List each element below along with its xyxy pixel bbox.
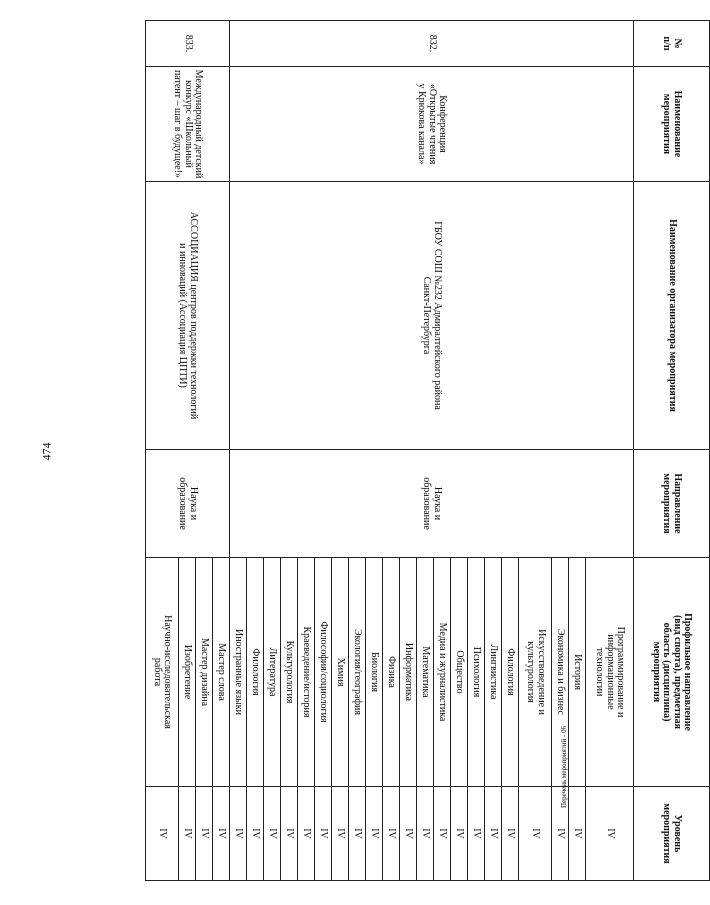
profile-direction: Химия	[331, 558, 348, 787]
profile-direction: Физика	[382, 558, 399, 787]
event-direction: Наука и образование	[146, 450, 230, 558]
event-level: IV	[551, 787, 568, 881]
profile-direction: Программирование и информационные технологии	[585, 558, 633, 787]
event-level: IV	[297, 787, 314, 881]
profile-direction: Экономика и бизнес	[551, 558, 568, 787]
page-number: 474	[39, 442, 54, 461]
events-table	[145, 20, 710, 881]
profile-direction: Литература	[263, 558, 280, 787]
event-level: IV	[468, 787, 485, 881]
profile-direction: Изобретение	[178, 558, 195, 787]
header-row	[634, 21, 710, 881]
event-name: Международный детский конкурс «Школьный патент – шаг в будущее!»	[146, 67, 230, 182]
organizer-name: ГБОУ СОШ №232 Адмиралтейского района Санкт-Петербурга	[229, 182, 633, 450]
event-level: IV	[502, 787, 519, 881]
event-level: IV	[365, 787, 382, 881]
profile-direction: Лингвистика	[485, 558, 502, 787]
footer-note: Перечень мероприятий - 06	[560, 725, 568, 808]
event-level: IV	[178, 787, 195, 881]
header-profile: Профильное направление (вид спорта), предметная область (дисциплина) мероприятия	[634, 558, 710, 787]
event-level: IV	[263, 787, 280, 881]
rotated-table-container	[145, 20, 710, 880]
event-level: IV	[146, 787, 179, 881]
event-level: IV	[314, 787, 331, 881]
row-number: 833.	[146, 21, 230, 67]
row-number: 832.	[229, 21, 633, 67]
event-level: IV	[400, 787, 417, 881]
header-direction: Направление мероприятия	[634, 450, 710, 558]
profile-direction: Научно-исследовательская работа	[146, 558, 179, 787]
profile-direction: Краеведение/история	[297, 558, 314, 787]
organizer-name: АССОЦИАЦИЯ центров поддержки технологий и инноваций (Ассоциация ЦПТИ)	[146, 182, 230, 450]
event-level: IV	[485, 787, 502, 881]
profile-direction: Мастер слова	[212, 558, 229, 787]
event-level: IV	[348, 787, 365, 881]
table-row	[585, 21, 633, 881]
profile-direction: Математика	[417, 558, 434, 787]
event-level: IV	[331, 787, 348, 881]
event-level: IV	[434, 787, 451, 881]
event-level: IV	[451, 787, 468, 881]
profile-direction: Искусствоведение и культурология	[519, 558, 552, 787]
profile-direction: Филология	[246, 558, 263, 787]
header-num: № п/п	[634, 21, 710, 67]
profile-direction: Общество	[451, 558, 468, 787]
profile-direction: Экология/география	[348, 558, 365, 787]
event-level: IV	[229, 787, 246, 881]
header-level: Уровень мероприятия	[634, 787, 710, 881]
profile-direction: Мастер дизайна	[195, 558, 212, 787]
event-level: IV	[246, 787, 263, 881]
profile-direction: Информатика	[400, 558, 417, 787]
table-row	[212, 21, 229, 881]
event-level: IV	[212, 787, 229, 881]
profile-direction: Иностранные языки	[229, 558, 246, 787]
header-organizer: Наименование организатора мероприятия	[634, 182, 710, 450]
event-level: IV	[417, 787, 434, 881]
profile-direction: Психология	[468, 558, 485, 787]
profile-direction: Философия/социология	[314, 558, 331, 787]
profile-direction: История	[568, 558, 585, 787]
profile-direction: Филология	[502, 558, 519, 787]
profile-direction: Биология	[365, 558, 382, 787]
event-name: Конференция «Открытые чтения у Крюкова канала»	[229, 67, 633, 182]
profile-direction: Культурология	[280, 558, 297, 787]
event-level: IV	[519, 787, 552, 881]
event-level: IV	[280, 787, 297, 881]
event-level: IV	[568, 787, 585, 881]
event-level: IV	[585, 787, 633, 881]
header-event-name: Наименование мероприятия	[634, 67, 710, 182]
event-level: IV	[382, 787, 399, 881]
event-direction: Наука и образование	[229, 450, 633, 558]
profile-direction: Медиа и журналистика	[434, 558, 451, 787]
event-level: IV	[195, 787, 212, 881]
